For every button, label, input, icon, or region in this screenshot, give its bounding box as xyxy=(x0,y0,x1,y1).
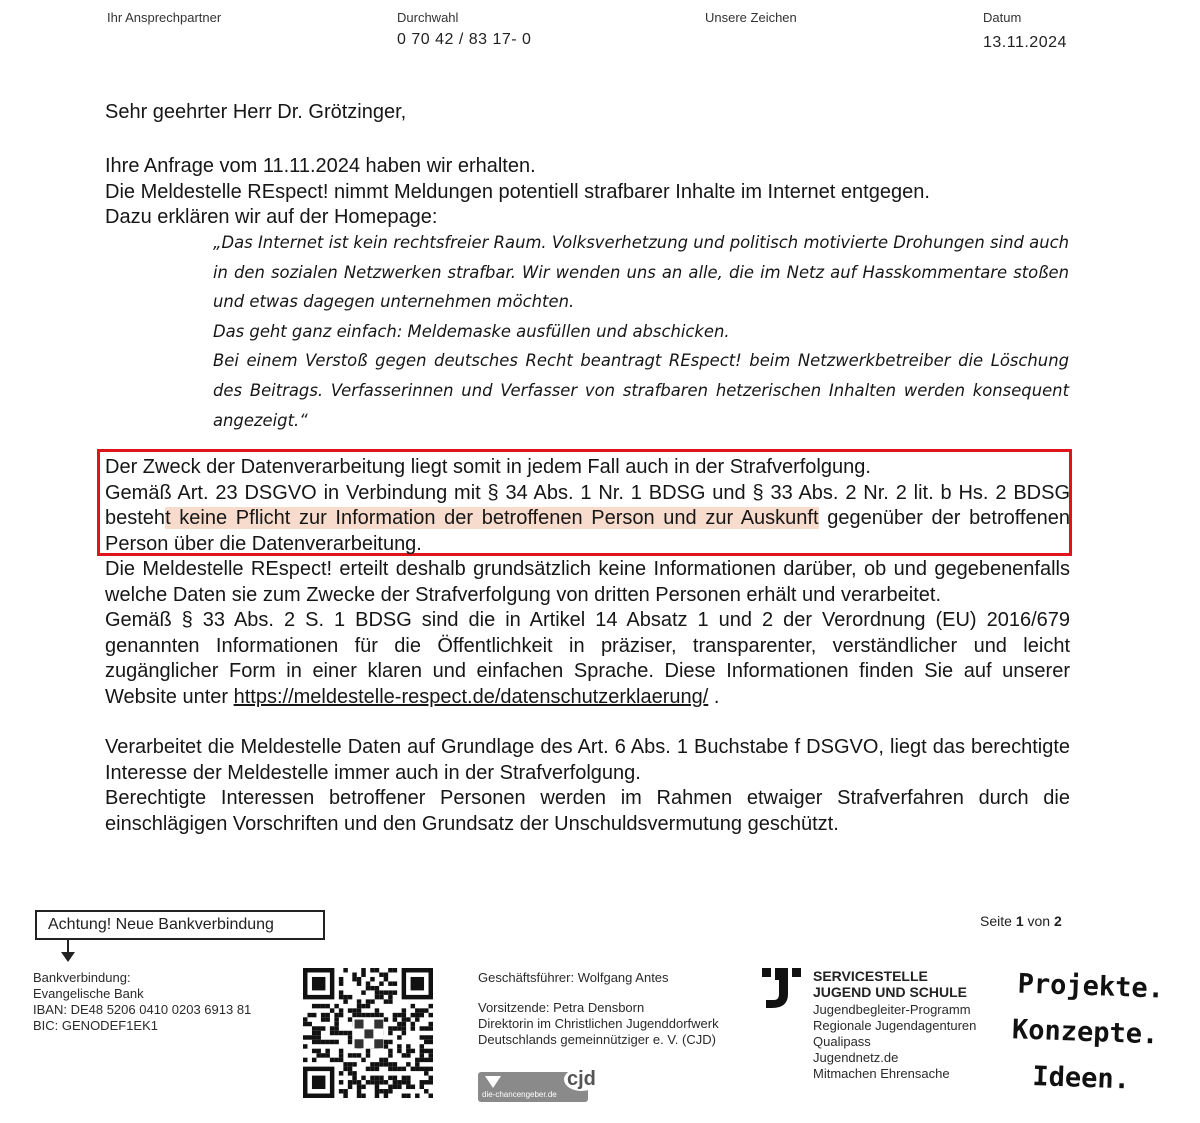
intro-line: Dazu erklären wir auf der Homepage: xyxy=(105,206,438,228)
page-label: Seite xyxy=(980,913,1012,929)
homepage-quote xyxy=(213,228,1069,435)
servicestelle-item: Jugendbegleiter-Programm xyxy=(813,1002,971,1017)
servicestelle-item: Regionale Jugendagenturen xyxy=(813,1018,977,1033)
servicestelle-item: Mitmachen Ehrensache xyxy=(813,1066,950,1081)
bank-notice-box: Achtung! Neue Bankverbindung xyxy=(35,910,325,940)
date-value: 13.11.2024 xyxy=(983,34,1067,51)
legal-basis-text: Gemäß Art. 23 DSGVO in Verbindung mit § 34 Abs. 1 Nr. 1 BDSG und § 33 Abs. 2 Nr. 2 lit. b Hs. 2 BDSG besteh xyxy=(105,481,1070,529)
purpose-sentence: Der Zweck der Datenverarbeitung liegt somit in jedem Fall auch in der Strafverfolgung. xyxy=(105,456,871,478)
bdsg-text: Gemäß § 33 Abs. 2 S. 1 BDSG sind die in Artikel 14 Absatz 1 und 2 der Verordnung (EU) 2016/679 genannten Informationen für die Öffentlichkeit in präziser, transparenter, verständlicher und leicht zugänglicher Form in einer klaren und einfachen Sprache. Diese Informationen finden Sie auf unserer Website unter xyxy=(105,609,1070,708)
reference-label: Unsere Zeichen xyxy=(705,10,797,25)
contact-label: Ihr Ansprechpartner xyxy=(107,10,222,25)
ceo-line: Geschäftsführer: Wolfgang Antes xyxy=(478,970,669,985)
chair-line: Vorsitzende: Petra Densborn xyxy=(478,1000,645,1015)
servicestelle-subtitle: JUGEND UND SCHULE xyxy=(813,984,968,1000)
cjd-wordmark: cjd xyxy=(564,1068,599,1091)
bank-bic: BIC: GENODEF1EK1 xyxy=(33,1018,158,1033)
servicestelle-item: Jugendnetz.de xyxy=(813,1050,899,1065)
page-total: 2 xyxy=(1053,913,1062,929)
extension-label: Durchwahl xyxy=(397,10,459,25)
qr-code[interactable] xyxy=(303,968,433,1098)
slogan-line: Projekte. xyxy=(1017,968,1165,1005)
bank-label: Bankverbindung: xyxy=(33,970,131,985)
cjd-tagline: die-chancengeber.de xyxy=(482,1090,557,1099)
quote-paragraph: „Das Internet ist kein rechtsfreier Raum. Volksverhetzung und politisch motivierte Drohungen sind auch in den sozialen Netzwerken strafbar. Wir wenden uns an alle, die im Netz auf Hasskommentare stoßen und etwas dagegen unternehmen möchten. xyxy=(213,233,1069,312)
intro-block xyxy=(105,154,1070,231)
meldestelle-paragraph: Die Meldestelle REspect! erteilt deshalb grundsätzlich keine Informationen darüber, ob und gegebenenfalls welche Daten sie zum Zwecke der Strafverfolgung von dritten Personen erhält und verarbeitet. xyxy=(105,558,1070,606)
slogan xyxy=(1011,961,1165,1104)
highlighted-text: t keine Pflicht zur Information der betroffenen Person und zur Auskunft xyxy=(165,507,819,529)
servicestelle-item: Qualipass xyxy=(813,1034,871,1049)
page-current: 1 xyxy=(1015,913,1024,929)
management-info xyxy=(478,970,719,1048)
bank-name: Evangelische Bank xyxy=(33,986,144,1001)
extension-value: 0 70 42 / 83 17- 0 xyxy=(397,31,532,48)
quote-paragraph: Bei einem Verstoß gegen deutsches Recht beantragt REspect! beim Netzwerkbetreiber die Löschung des Beitrags. Verfasserinnen und Verfasser von strafbaren hetzerischen Inhalten werden konsequent angezeigt.“ xyxy=(213,351,1069,430)
chair-role-line: Direktorin im Christlichen Jugenddorfwerk xyxy=(478,1016,719,1031)
bank-iban: IBAN: DE48 5206 0410 0203 6913 81 xyxy=(33,1002,252,1017)
intro-line: Ihre Anfrage vom 11.11.2024 haben wir erhalten. xyxy=(105,155,536,177)
page-number xyxy=(980,913,1062,929)
main-body xyxy=(105,455,1070,837)
bdsg-paragraph xyxy=(105,608,1070,710)
bank-details xyxy=(33,970,251,1034)
legal-basis-paragraph xyxy=(105,481,1070,558)
slogan-line: Ideen. xyxy=(1031,1061,1131,1096)
privacy-policy-link[interactable]: https://meldestelle-respect.de/datenschutzerklaerung/ xyxy=(233,685,709,708)
slogan-line: Konzepte. xyxy=(1011,1014,1159,1051)
interest-paragraph: Berechtigte Interessen betroffener Personen werden im Rahmen etwaiger Strafverfahren durch die einschlägigen Vorschriften und den Grundsatz der Unschuldsvermutung geschützt. xyxy=(105,787,1070,835)
cjd-emblem-icon xyxy=(484,1075,502,1089)
chair-org-line: Deutschlands gemeinnütziger e. V. (CJD) xyxy=(478,1032,716,1047)
bdsg-text-end: . xyxy=(708,685,720,708)
quote-paragraph: Das geht ganz einfach: Meldemaske ausfüllen und abschicken. xyxy=(213,321,730,341)
salutation: Sehr geehrter Herr Dr. Grötzinger, xyxy=(105,101,407,123)
date-label: Datum xyxy=(983,10,1022,25)
intro-line: Die Meldestelle REspect! nimmt Meldungen potentiell strafbarer Inhalte im Internet entgegen. xyxy=(105,180,930,203)
arrow-down-icon xyxy=(58,939,78,963)
interest-paragraph: Verarbeitet die Meldestelle Daten auf Grundlage des Art. 6 Abs. 1 Buchstabe f DSGVO, liegt das berechtigte Interesse der Meldestelle immer auch in der Strafverfolgung. xyxy=(105,736,1070,784)
servicestelle-block xyxy=(813,968,976,1082)
legal-basis-text-end: gegenüber der betroffenen Person über die Datenverarbeitung. xyxy=(105,507,1070,555)
page-of: von xyxy=(1027,913,1051,929)
servicestelle-logo-icon xyxy=(762,968,804,1010)
cjd-logo xyxy=(478,1068,598,1108)
servicestelle-title: SERVICESTELLE xyxy=(813,968,928,984)
spacer xyxy=(105,710,1070,735)
